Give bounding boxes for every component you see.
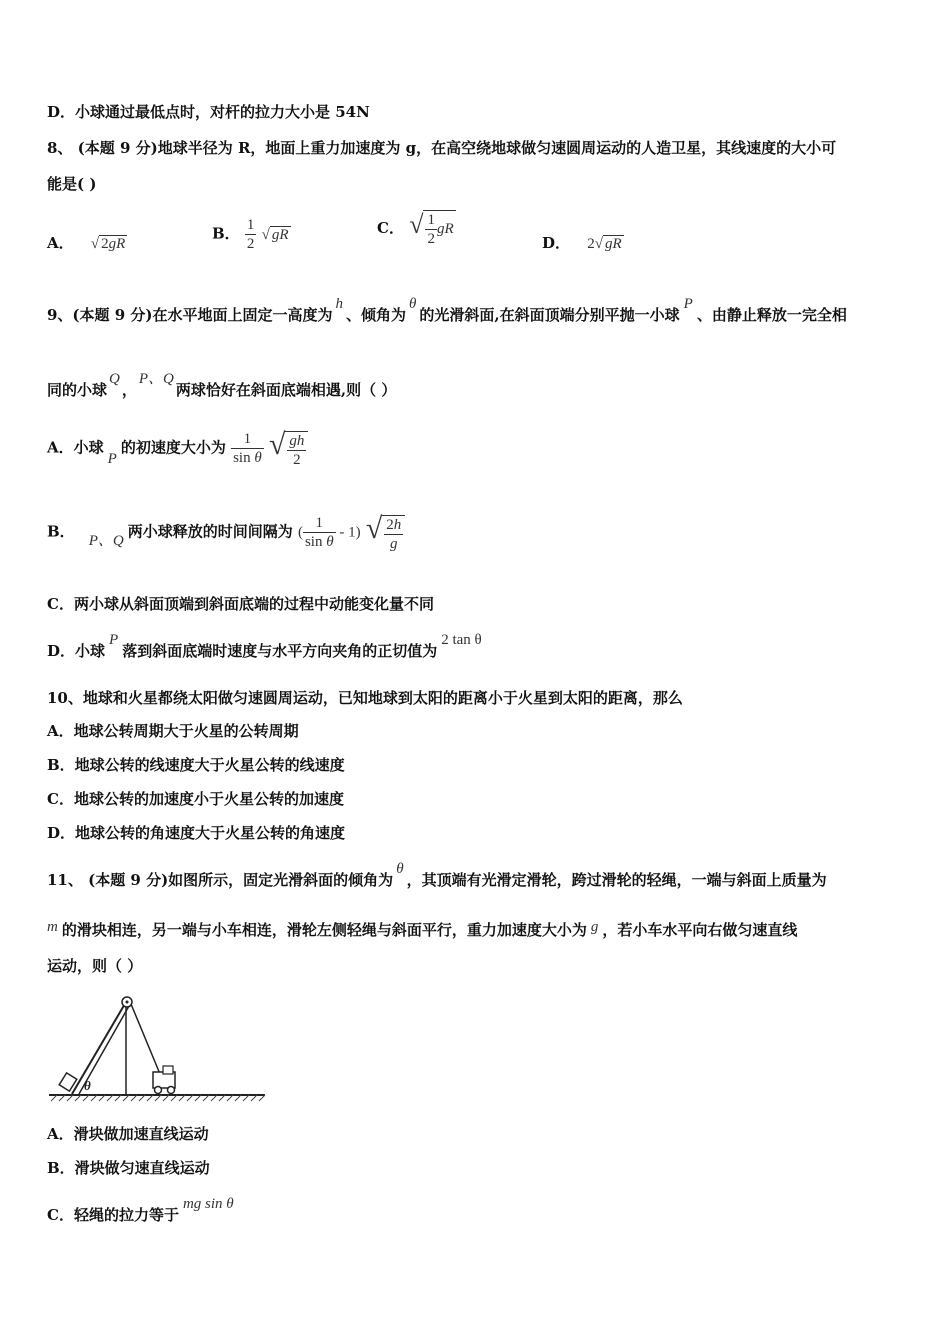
q11-stem-line2: m 的滑块相连，另一端与小车相连，滑轮左侧轻绳与斜面平行，重力加速度大小为 g ，若小车水平向右做匀速直线	[47, 919, 798, 939]
q8-stem-line2: 能是( )	[47, 175, 97, 193]
q9-option-b: B． P、Q 两小球释放的时间间隔为 ( $\frac{1}{\text{sin θ}}$ - 1) √ $\frac{2h}{g}$	[47, 512, 405, 553]
q8-option-d: D． 2√ gR	[542, 234, 622, 252]
q9-stem-line2: 同的小球Q，P、Q两球恰好在斜面底端相遇,则（ ）	[47, 371, 397, 399]
incline-surface	[72, 1002, 126, 1094]
q9-option-a: A．小球P的初速度大小为 $\frac{1}{\text{sin θ}}$ √ $\frac{gh}{2}$	[47, 428, 308, 469]
q11-figure	[47, 990, 269, 1106]
q10-option-a: A．地球公转周期大于火星的公转周期	[47, 722, 299, 740]
q9-stem-line1: 9、(本题 9 分)在水平地面上固定一高度为h、倾角为θ的光滑斜面,在斜面顶端分别平抛一小球P、由静止释放一完全相	[47, 296, 847, 324]
cart-wheel-icon	[155, 1087, 162, 1094]
cart-cab	[163, 1066, 173, 1074]
q8-option-b: B． $\frac{1}{2}$ √ gR	[212, 217, 289, 252]
q11-option-b: B．滑块做匀速直线运动	[47, 1159, 210, 1177]
rope-to-cart	[131, 1004, 160, 1074]
q11-stem-line3: 运动，则（ ）	[47, 957, 143, 975]
theta-label: θ	[84, 1078, 91, 1093]
q7-option-d: D．小球通过最低点时，对杆的拉力大小是 54N	[47, 103, 370, 121]
q8-option-a: A． √ 2gR	[47, 234, 126, 252]
q11-option-c: C．轻绳的拉力等于mg sin θ	[47, 1196, 234, 1224]
q8-stem-line1: 8、 (本题 9 分)地球半径为 R，地面上重力加速度为 g，在高空绕地球做匀速圆周运动的人造卫星，其线速度的大小可	[47, 139, 837, 157]
q10-option-b: B．地球公转的线速度大于火星公转的线速度	[47, 756, 345, 774]
q11-stem-line1: 11、 (本题 9 分)如图所示，固定光滑斜面的倾角为θ，其顶端有光滑定滑轮，跨过滑轮的轻绳，一端与斜面上质量为	[47, 861, 827, 889]
q10-option-d: D．地球公转的角速度大于火星公转的角速度	[47, 824, 346, 842]
q11-option-a: A．滑块做加速直线运动	[47, 1125, 209, 1143]
q9-option-c: C．两小球从斜面顶端到斜面底端的过程中动能变化量不同	[47, 595, 434, 613]
cart-wheel-icon	[168, 1087, 175, 1094]
q10-stem: 10、地球和火星都绕太阳做匀速圆周运动，已知地球到太阳的距离小于火星到太阳的距离，那么	[47, 689, 683, 707]
q8-option-c: C． √ $\frac{1}{2}$ gR	[377, 210, 454, 248]
q10-option-c: C．地球公转的加速度小于火星公转的加速度	[47, 790, 344, 808]
q9-option-d: D．小球P落到斜面底端时速度与水平方向夹角的正切值为2 tan θ	[47, 632, 482, 660]
